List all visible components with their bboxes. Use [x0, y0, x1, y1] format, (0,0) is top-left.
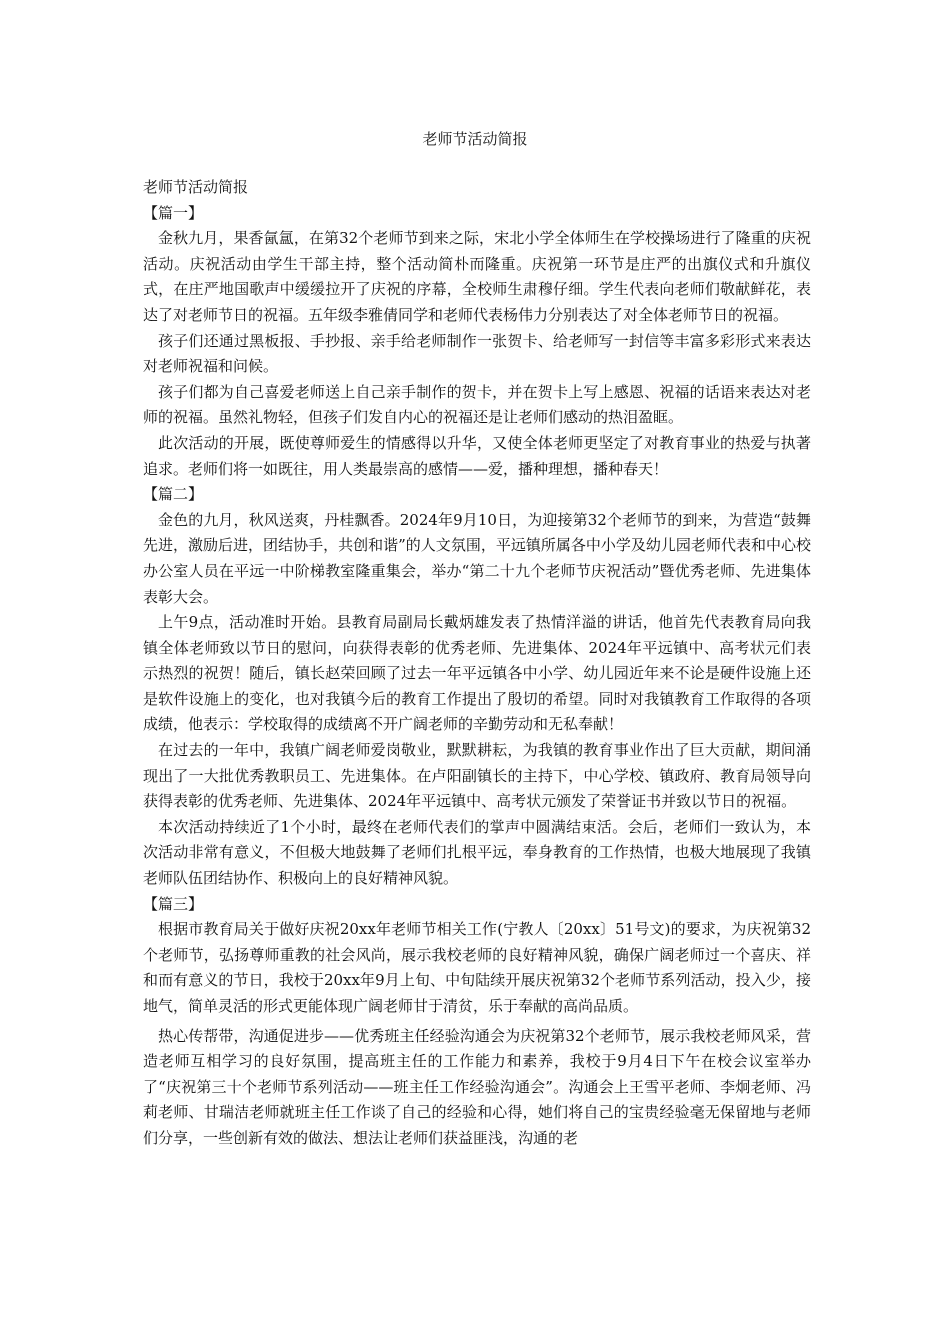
paragraph: 热心传帮带，沟通促进步——优秀班主任经验沟通会为庆祝第32个老师节，展示我校老师风采，营造老师互相学习的良好氛围，提高班主任的工作能力和素养，我校于9月4日下午在校会议室举办了“庆祝第三十个老师节系列活动——班主任工作经验沟通会”。沟通会上王雪平老师、李炯老师、冯莉老师、甘瑞洁老师就班主任工作谈了自己的经验和心得，她们将自己的宝贵经验毫无保留地与老师们分享，一些创新有效的做法、想法让老师们获益匪浅，沟通的老	[143, 1026, 811, 1147]
document-body	[143, 175, 811, 1152]
section-heading: 【篇三】	[143, 894, 204, 913]
document-title: 老师节活动简报	[422, 130, 528, 148]
section-heading: 【篇二】	[143, 485, 204, 504]
paragraph: 孩子们都为自己喜爱老师送上自己亲手制作的贺卡，并在贺卡上写上感恩、祝福的话语来表达对老师的祝福。虽然礼物轻，但孩子们发自内心的祝福还是让老师们感动的热泪盈眶。	[143, 382, 811, 427]
paragraph: 金色的九月，秋风送爽，丹桂飘香。2024年9月10日，为迎接第32个老师节的到来，为营造“鼓舞先进，激励后进，团结协手，共创和谐”的人文氛围，平远镇所属各中小学及幼儿园老师代表和中心校办公室人员在平远一中阶梯教室隆重集会，举办“第二十九个老师节庆祝活动”暨优秀老师、先进集体表彰大会。	[143, 510, 811, 606]
section-heading: 【篇一】	[143, 203, 204, 222]
paragraph: 上午9点，活动准时开始。县教育局副局长戴炳雄发表了热情洋溢的讲话，他首先代表教育局向我镇全体老师致以节日的慰问，向获得表彰的优秀老师、先进集体、2024年平远镇中、高考状元们表示热烈的祝贺！随后，镇长赵荣回顾了过去一年平远镇各中小学、幼儿园近年来不论是硬件设施上还是软件设施上的变化，也对我镇今后的教育工作提出了殷切的希望。同时对我镇教育工作取得的各项成绩，他表示：学校取得的成绩离不开广阔老师的辛勤劳动和无私奉献！	[143, 613, 811, 734]
paragraph: 本次活动持续近了1个小时，最终在老师代表们的掌声中圆满结束活。会后，老师们一致认为，本次活动非常有意义，不但极大地鼓舞了老师们扎根平远，奉身教育的工作热情，也极大地展现了我镇老师队伍团结协作、积极向上的良好精神风貌。	[143, 817, 811, 888]
paragraph: 此次活动的开展，既使尊师爱生的情感得以升华，又使全体老师更坚定了对教育事业的热爱与执著追求。老师们将一如既往，用人类最崇高的感情——爱，播种理想，播种春天！	[143, 433, 811, 478]
paragraph: 金秋九月，果香氤氲，在第32个老师节到来之际，宋北小学全体师生在学校操场进行了隆重的庆祝活动。庆祝活动由学生干部主持，整个活动简朴而隆重。庆祝第一环节是庄严的出旗仪式和升旗仪式，在庄严地国歌声中缓缓拉开了庆祝的序幕，全校师生肃穆仔细。学生代表向老师们敬献鲜花，表达了对老师节日的祝福。五年级李雅倩同学和老师代表杨伟力分别表达了对全体老师节日的祝福。	[143, 229, 811, 324]
document-subtitle: 老师节活动简报	[143, 178, 249, 196]
paragraph: 在过去的一年中，我镇广阔老师爱岗敬业，默默耕耘，为我镇的教育事业作出了巨大贡献，期间涌现出了一大批优秀教职员工、先进集体。在卢阳副镇长的主持下，中心学校、镇政府、教育局领导向获得表彰的优秀老师、先进集体、2024年平远镇中、高考状元颁发了荣誉证书并致以节日的祝福。	[143, 741, 811, 811]
paragraph: 孩子们还通过黑板报、手抄报、亲手给老师制作一张贺卡、给老师写一封信等丰富多彩形式来表达对老师祝福和问候。	[143, 331, 811, 376]
paragraph: 根据市教育局关于做好庆祝20xx年老师节相关工作(宁教人〔20xx〕51号文)的要求，为庆祝第32个老师节，弘扬尊师重教的社会风尚，展示我校老师的良好精神风貌，确保广阔老师过一个喜庆、祥和而有意义的节日，我校于20xx年9月上旬、中旬陆续开展庆祝第32个老师节系列活动，投入少，接地气，简单灵活的形式更能体现广阔老师甘于清贫，乐于奉献的高尚品质。	[143, 920, 811, 1015]
